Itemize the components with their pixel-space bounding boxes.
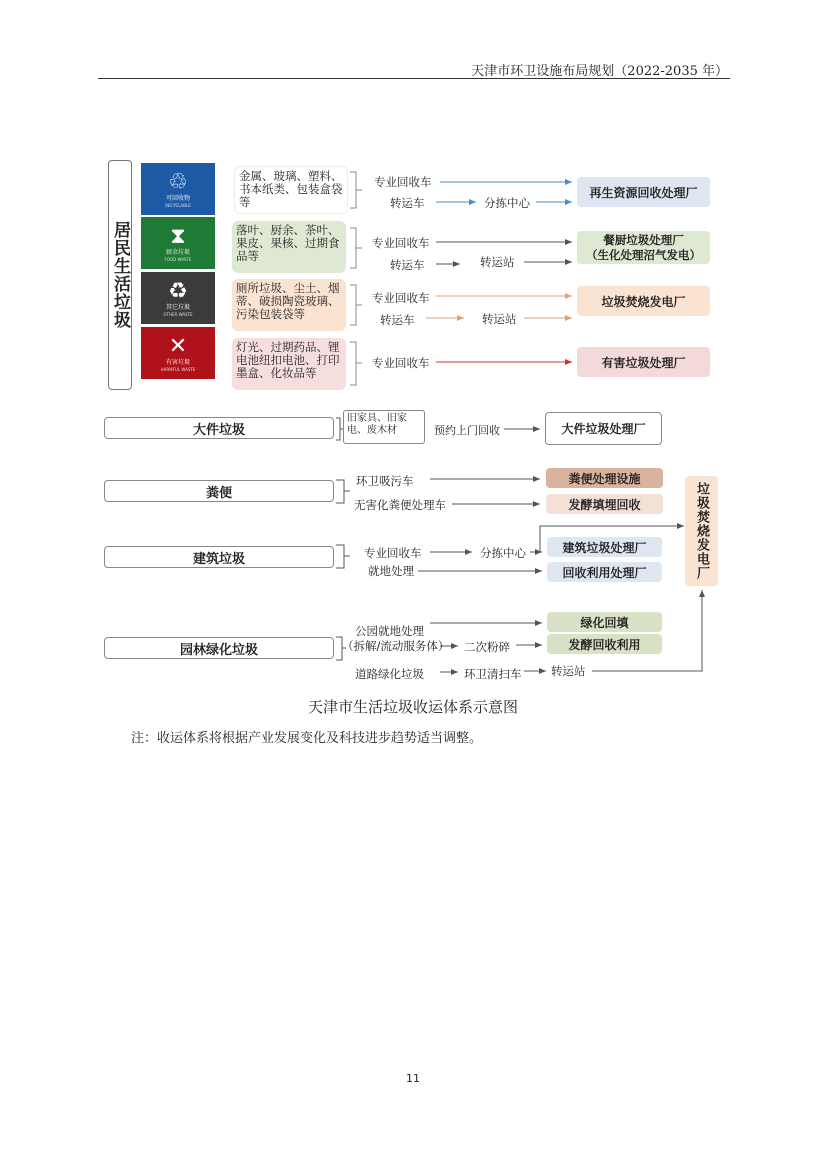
food-waste-plant: 餐厨垃圾处理厂 （生化处理沼气发电） [577, 231, 710, 264]
bulky-source: 旧家具、旧家电、废木材 [343, 410, 425, 444]
processing-label: 公园就地处理 [355, 624, 424, 638]
bin-caption: 其它垃圾 [165, 303, 190, 311]
processing-label: （拆解/流动服务体） [342, 639, 450, 653]
bin-subcaption: FOOD WASTE [164, 256, 192, 262]
incineration-plant: 垃圾焚烧发电厂 [577, 286, 710, 316]
vehicle-label: 专业回收车 [374, 175, 432, 189]
bulky-waste-plant: 大件垃圾处理厂 [545, 412, 662, 445]
recyclable-bin [141, 163, 215, 215]
recycle-icon: ♲ [168, 169, 188, 195]
recycle-icon: ♻ [168, 278, 188, 304]
processing-label: 二次粉碎 [464, 640, 510, 654]
food-waste-bin [141, 217, 215, 269]
food-waste-source: 落叶、厨余、茶叶、果皮、果核、过期食品等 [232, 221, 346, 273]
source-label: 道路绿化垃圾 [355, 667, 424, 681]
vehicle-label: 转运车 [390, 258, 425, 272]
vehicle-label: 转运车 [390, 196, 425, 210]
vehicle-label: 专业回收车 [364, 546, 422, 560]
bulky-waste-label: 大件垃圾 [104, 417, 334, 439]
figure-note: 注：收运体系将根据产业发展变化及科技进步趋势适当调整。 [131, 731, 483, 746]
garden-waste-label: 园林绿化垃圾 [104, 637, 334, 659]
construction-waste-plant: 建筑垃圾处理厂 [547, 537, 662, 557]
fermentation-landfill: 发酵填埋回收 [546, 494, 663, 514]
vehicle-label: 专业回收车 [372, 291, 430, 305]
bin-caption: 可回收物 [165, 194, 190, 202]
facility-label: 分拣中心 [484, 196, 530, 210]
collection-step: 预约上门回收 [434, 424, 500, 437]
vehicle-label: 专业回收车 [372, 236, 430, 250]
vehicle-label: 专业回收车 [372, 356, 430, 370]
incineration-plant-vertical [685, 476, 718, 586]
harmful-waste-source: 灯光、过期药品、锂电池纽扣电池、打印墨盒、化妆品等 [232, 338, 346, 390]
vehicle-label: 环卫清扫车 [464, 667, 522, 681]
vehicle-label: 无害化粪便处理车 [354, 498, 446, 512]
facility-label: 转运站 [482, 312, 517, 326]
resident-waste-label [108, 160, 132, 390]
recycling-utilization-plant: 回收利用处理厂 [547, 562, 662, 582]
hazardous-waste-plant: 有害垃圾处理厂 [577, 347, 710, 377]
bin-caption: 厨余垃圾 [165, 248, 190, 256]
processing-label: 就地处理 [368, 564, 414, 578]
green-backfill: 绿化回填 [547, 612, 662, 632]
fermentation-recycling: 发酵回收利用 [547, 634, 662, 654]
resident-label-text: 居民生活垃圾 [110, 221, 130, 329]
construction-waste-label: 建筑垃圾 [104, 546, 334, 568]
figure-caption: 天津市生活垃圾收运体系示意图 [307, 698, 518, 716]
running-header: 天津市环卫设施布局规划（2022-2035 年） [471, 64, 728, 79]
cross-icon: ✕ [168, 333, 188, 359]
other-waste-source: 厕所垃圾、尘土、烟蒂、破损陶瓷玻璃、污染包装袋等 [232, 279, 346, 331]
bin-subcaption: HARMFUL WASTE [160, 366, 196, 372]
incineration-text: 垃圾焚烧发电厂 [694, 482, 709, 580]
other-waste-bin [141, 272, 215, 324]
recycling-plant: 再生资源回收处理厂 [577, 177, 710, 207]
feces-label: 粪便 [104, 480, 334, 502]
facility-label: 分拣中心 [480, 546, 526, 560]
bin-caption: 有害垃圾 [165, 358, 190, 366]
facility-label: 转运站 [551, 664, 586, 678]
feces-treatment-facility: 粪便处理设施 [546, 468, 663, 488]
recyclable-source: 金属、玻璃、塑料、书本纸类、包装盒袋等 [234, 166, 348, 214]
vehicle-label: 转运车 [380, 313, 415, 327]
page-number: 11 [406, 1072, 420, 1085]
bin-subcaption: RECYCLABLE [165, 202, 191, 208]
bin-subcaption: OTHER WASTE [163, 311, 193, 317]
vehicle-label: 环卫吸污车 [356, 474, 414, 488]
hourglass-icon: ⧗ [170, 223, 186, 249]
harmful-waste-bin [141, 327, 215, 379]
facility-label: 转运站 [480, 255, 515, 269]
